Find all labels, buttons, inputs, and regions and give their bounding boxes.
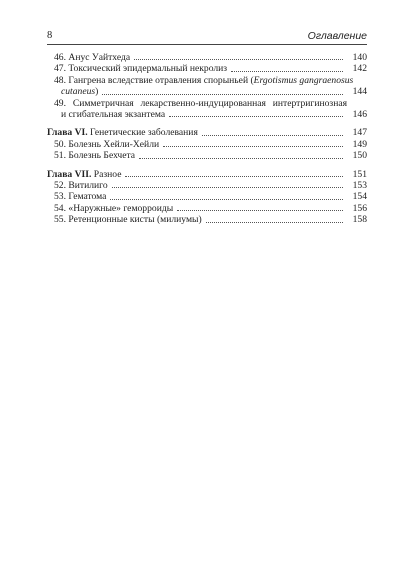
page-number: 8 (47, 30, 53, 41)
toc-chapter: Глава VII. Разное 151 (47, 168, 367, 180)
toc-chapter: Глава VI. Генетические заболевания 147 (47, 127, 367, 139)
table-of-contents (47, 52, 367, 226)
toc-page: 153 (352, 180, 367, 192)
dot-leader (110, 199, 343, 200)
dot-leader (169, 116, 343, 117)
toc-page: 146 (352, 109, 367, 121)
toc-entry: 50. Болезнь Хейли-Хейли 149 (54, 138, 367, 150)
toc-entry: 51. Болезнь Бехчета 150 (54, 150, 367, 162)
toc-entry: 47. Токсический эпидермальный некролиз 142 (54, 63, 367, 75)
toc-entry: 54. «Наружные» геморроиды 156 (54, 202, 367, 214)
dot-leader (139, 158, 343, 159)
toc-entry: 52. Витилиго 153 (54, 180, 367, 192)
dot-leader (125, 176, 343, 177)
dot-leader (102, 94, 343, 95)
toc-page: 140 (352, 52, 367, 63)
running-header (47, 30, 367, 46)
dot-leader (206, 222, 343, 223)
dot-leader (202, 135, 343, 136)
dot-leader (134, 59, 343, 60)
toc-entry: 55. Ретенционные кисты (милиумы) 158 (54, 214, 367, 226)
header-rule (47, 44, 367, 45)
toc-page: 154 (352, 191, 367, 203)
toc-page: 144 (352, 86, 367, 98)
dot-leader (231, 71, 343, 72)
toc-entry: 48. Гангрена вследствие отравления спорыньей (Ergotismus gangraenosus cutaneus) 144 (54, 74, 367, 98)
toc-page: 142 (352, 63, 367, 75)
section-title: Оглавление (307, 30, 367, 42)
toc-entry: 46. Анус Уайтхеда 140 (54, 52, 367, 63)
toc-page: 151 (352, 168, 367, 180)
toc-page: 158 (352, 214, 367, 226)
dot-leader (177, 210, 343, 211)
dot-leader (112, 187, 343, 188)
toc-page: 147 (352, 127, 367, 139)
toc-page: 149 (352, 138, 367, 150)
toc-page: 156 (352, 202, 367, 214)
toc-entry: 53. Гематома 154 (54, 191, 367, 203)
dot-leader (163, 146, 343, 147)
toc-page: 150 (352, 150, 367, 162)
toc-entry: 49. Симметричная лекарственно-индуцированная интертригинозная и сгибательная экзантема 146 (54, 97, 367, 121)
